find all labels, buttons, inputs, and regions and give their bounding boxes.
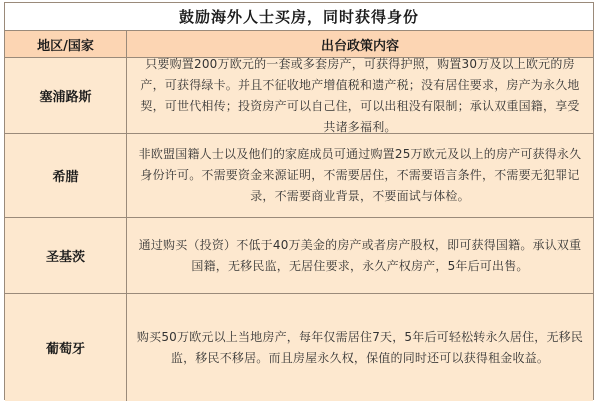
- policy-text: 购买50万欧元以上当地房产，每年仅需居住7天，5年后可轻松转永久居住，无移民监，移民不移居。而且房屋永久权，保值的同时还可以获得租金收益。: [136, 329, 584, 365]
- policy-cell: [127, 134, 593, 217]
- country-name: 圣基茨: [45, 250, 85, 265]
- policy-cell: [127, 294, 593, 401]
- country-name: 葡萄牙: [45, 342, 85, 357]
- policy-text: 通过购买（投资）不低于40万美金的房产或者房产股权，即可获得国籍。承认双重国籍，无移民监，无居住要求，永久产权房产，5年后可出售。: [138, 237, 582, 273]
- table-row: [5, 134, 593, 218]
- country-name: 希腊: [52, 170, 79, 185]
- header-region: 地区/国家: [5, 31, 127, 57]
- table-row: [5, 294, 593, 401]
- country-name: 塞浦路斯: [39, 90, 92, 105]
- region-cell: [5, 218, 127, 293]
- region-cell: [5, 294, 127, 401]
- region-cell: [5, 134, 127, 217]
- policy-text: 只要购置200万欧元的一套或多套房产，可获得护照，购置30万及以上欧元的房产，可获得绿卡。并且不征收地产增值税和遗产税；没有居住要求，房产为永久地契，可世代相传；投资房产可以自己住，可以出租没有限制；承认双重国籍，享受共诸多福利。: [140, 56, 580, 134]
- policy-cell: [127, 58, 593, 133]
- table-title: 鼓励海外人士买房，同时获得身份: [5, 3, 593, 31]
- policy-table: [4, 2, 594, 400]
- table-row: [5, 218, 593, 294]
- policy-text: 非欧盟国籍人士以及他们的家庭成员可通过购置25万欧元及以上的房产可获得永久身份许可。不需要资金来源证明，不需要居住，不需要语言条件，不需要无犯罪记录，不需要商业背景，不要面试与体检。: [138, 147, 582, 203]
- table-row: [5, 58, 593, 134]
- region-cell: [5, 58, 127, 133]
- header-policy: 出台政策内容: [320, 38, 399, 54]
- policy-cell: [127, 218, 593, 293]
